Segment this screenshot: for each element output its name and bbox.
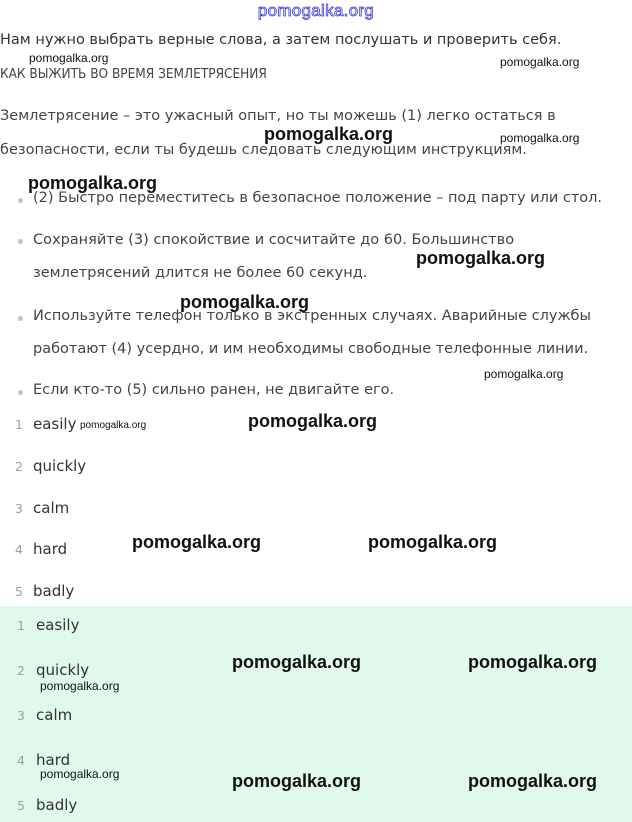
watermark: pomogalka.org <box>28 173 158 193</box>
answer-number: 2 <box>17 663 25 678</box>
watermark: pomogalka.org <box>368 532 498 552</box>
watermark: pomogalka.org <box>132 532 262 552</box>
watermark: pomogalka.org <box>468 771 598 791</box>
watermark: pomogalka.org <box>232 771 362 791</box>
paragraph-line-2: безопасности, если ты будешь следовать следующим инструкциям. <box>0 142 527 158</box>
answer-word: hard <box>36 751 71 769</box>
watermark: pomogalka.org <box>29 51 109 65</box>
watermark: pomogalka.org <box>264 124 394 144</box>
list-item: Сохраняйте (3) спокойствие и сосчитайте до 60. Большинство <box>33 232 515 248</box>
paragraph-line-1: Землетрясение – это ужасный опыт, но ты можешь (1) легко остаться в <box>0 108 556 124</box>
option-number: 5 <box>15 584 23 599</box>
bullet-dot <box>18 239 23 244</box>
option-word: badly <box>33 582 75 600</box>
list-item-continuation: землетрясений длится не более 60 секунд. <box>33 265 368 281</box>
watermark: pomogalka.org <box>80 420 147 431</box>
bullet-dot <box>18 316 23 321</box>
watermark: pomogalka.org <box>248 411 378 431</box>
site-header-logo[interactable]: pomogalka.org <box>257 1 375 20</box>
option-number: 3 <box>15 501 23 516</box>
task-instruction: Нам нужно выбрать верные слова, а затем послушать и проверить себя. <box>0 32 562 48</box>
list-item: (2) Быстро переместитесь в безопасное положение – под парту или стол. <box>33 190 603 206</box>
list-item-continuation: работают (4) усердно, и им необходимы свободные телефонные линии. <box>33 341 589 357</box>
list-item: Если кто-то (5) сильно ранен, не двигайте его. <box>33 382 395 398</box>
answer-word: badly <box>36 796 78 814</box>
answer-word: calm <box>36 706 73 724</box>
option-number: 4 <box>15 542 23 557</box>
watermark: pomogalka.org <box>468 652 598 672</box>
answer-number: 1 <box>17 618 25 633</box>
watermark: pomogalka.org <box>484 367 564 381</box>
option-word: calm <box>33 499 70 517</box>
watermark: pomogalka.org <box>40 679 120 693</box>
watermark: pomogalka.org <box>180 292 310 312</box>
watermark: pomogalka.org <box>232 652 362 672</box>
option-word: quickly <box>33 457 87 475</box>
watermark: pomogalka.org <box>40 767 120 781</box>
answer-number: 5 <box>17 798 25 813</box>
option-word: hard <box>33 540 68 558</box>
answer-number: 3 <box>17 708 25 723</box>
list-item: Используйте телефон только в экстренных случаях. Аварийные службы <box>33 308 591 324</box>
bullet-dot <box>18 390 23 395</box>
watermark: pomogalka.org <box>500 55 580 69</box>
text-heading: КАК ВЫЖИТЬ ВО ВРЕМЯ ЗЕМЛЕТРЯСЕНИЯ <box>0 66 267 82</box>
option-word: easily <box>33 415 77 433</box>
watermark: pomogalka.org <box>416 248 546 268</box>
watermark: pomogalka.org <box>500 131 580 145</box>
option-number: 1 <box>15 417 23 432</box>
answer-word: easily <box>36 616 80 634</box>
option-number: 2 <box>15 459 23 474</box>
answer-number: 4 <box>17 753 25 768</box>
bullet-dot <box>18 198 23 203</box>
answer-word: quickly <box>36 661 90 679</box>
